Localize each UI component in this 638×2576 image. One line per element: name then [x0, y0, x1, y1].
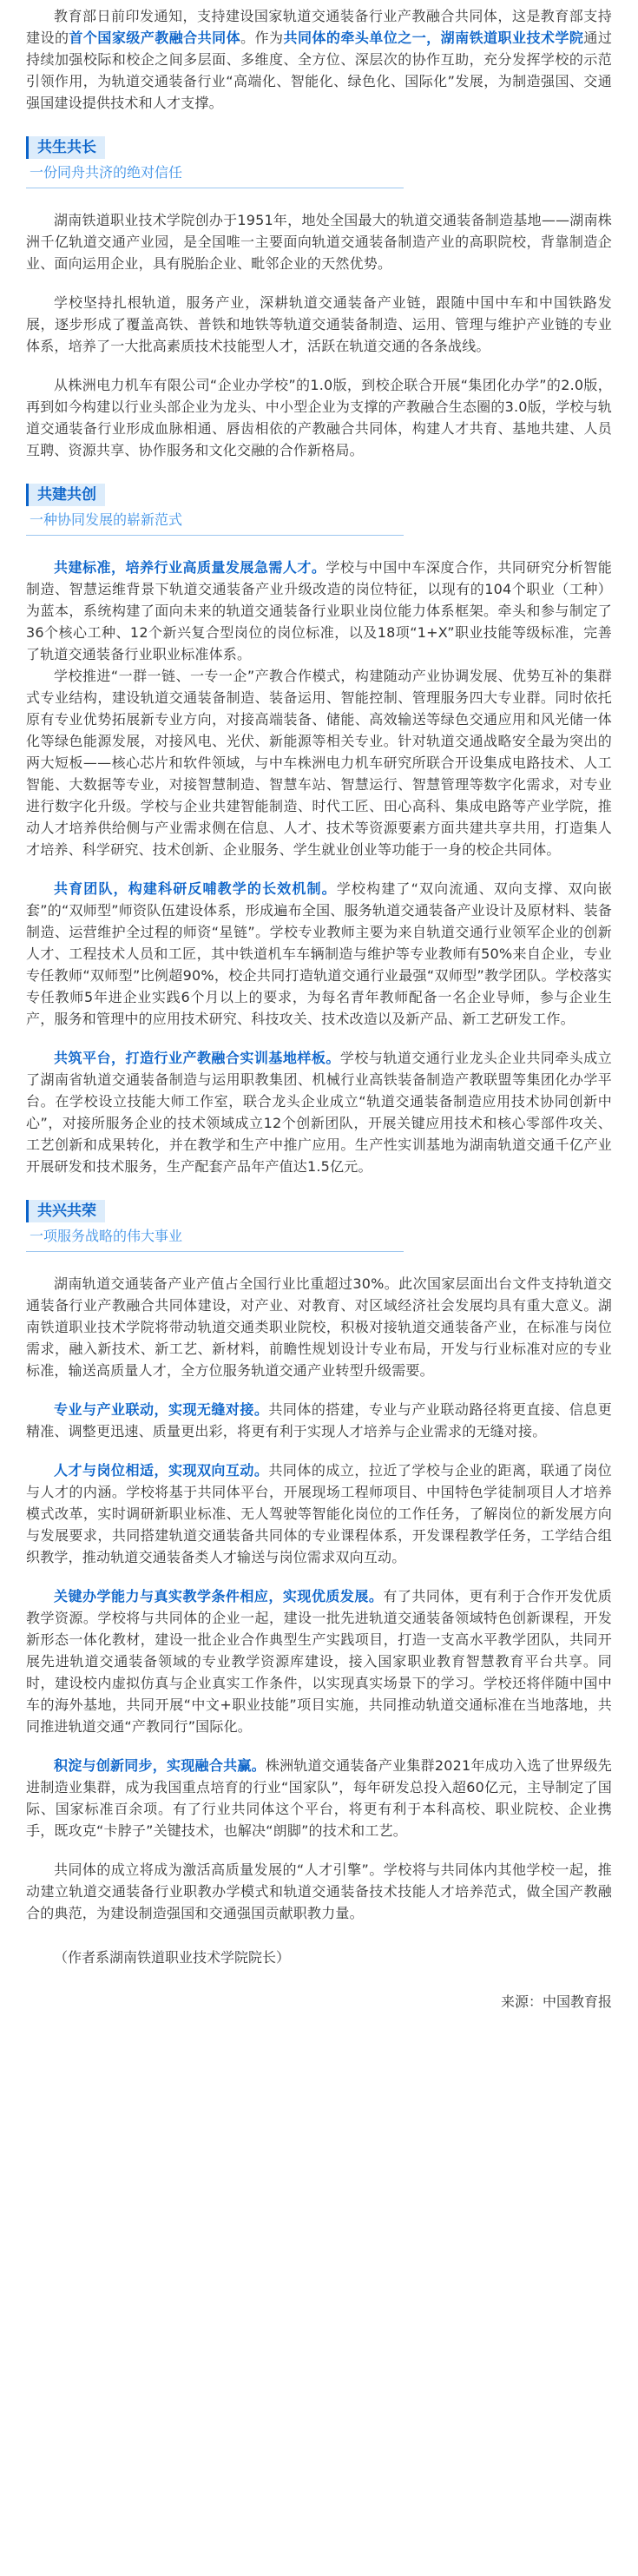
section2-body-4: 学校与轨道交通行业龙头企业共同牵头成立了湖南省轨道交通装备制造与运用职教集团、机械行业高铁装备制造产教联盟等集团化办学平台。在学校设立技能大师工作室，联合龙头企业成立“轨道交通装备制造应用技术协同创新中心”，对接所服务企业的技术领域成立12个创新团队，开展关键应用技术和核心零部件攻关、工艺创新和成果转化，并在教学和生产中推广应用。生产性实训基地为湖南轨道交通千亿产业开展研发和技术服务，生产配套产品年产值达1.5亿元。: [26, 1050, 612, 1175]
section3-body-5: 株洲轨道交通装备产业集群2021年成功入选了世界级先进制造业集群，成为我国重点培育的行业“国家队”，每年研发总投入超60亿元，主导制定了国际、国家标准百余项。有了行业共同体这个平台，将更有利于本科高校、职业院校、企业携手，既攻克“卡脖子”关键技术，也解决“朗脚”的技术和工艺。: [26, 1757, 612, 1839]
section3-lead-4: 关键办学能力与真实教学条件相应，实现优质发展。: [54, 1588, 384, 1604]
section-subtitle-1: 一份同舟共济的绝对信任: [30, 164, 183, 181]
section-divider-2: [26, 535, 404, 536]
section2-paragraph-2: 学校推进“一群一链、一专一企”产教合作模式，构建随动产业协调发展、优势互补的集群式专业结构，建设轨道交通装备制造、装备运用、智能控制、管理服务四大专业群。同时依托原有专业优势拓展新专业方向，对接高端装备、储能、高效输送等绿色交通应用和风光储一体化等绿色能源发展，对接风电、光伏、新能源等相关专业。针对轨道交通战略安全最为突出的两大短板——核心芯片和软件领域，与中车株洲电力机车研究所联合开设集成电路技术、人工智能、大数据等专业，对接智慧制造、智慧车站、智慧运行、智慧管理等数字化需求，对专业进行数字化升级。学校与企业共建智能制造、时代工匠、田心高科、集成电路等产业学院，推动人才培养供给侧与产业需求侧在信息、人才、技术等资源要素方面共建共享共用，打造集人才培养、科学研究、技术创新、企业服务、学生就业创业等功能于一身的校企共同体。: [26, 668, 612, 858]
author-note: （作者系湖南铁道职业技术学院院长）: [54, 1949, 291, 1966]
section3-paragraph-3: [26, 1459, 612, 1568]
section-title-3: 共兴共荣: [26, 1200, 105, 1222]
source-credit: 来源：中国教育报: [500, 1993, 612, 2010]
section3-lead-2: 专业与产业联动，实现无缝对接。: [54, 1401, 269, 1418]
section3-paragraph-2: [26, 1399, 612, 1442]
section1-paragraph-1: 湖南铁道职业技术学院创办于1951年，地处全国最大的轨道交通装备制造基地——湖南株洲千亿轨道交通产业园，是全国唯一主要面向轨道交通装备制造产业的高职院校，背靠制造企业、面向运用企业，具有脱胎企业、毗邻企业的天然优势。: [26, 212, 612, 272]
section2-body-3: 学校构建了“双向流通、双向支撑、双向嵌套”的“双师型”师资队伍建设体系，形成遍布全国、服务轨道交通装备产业设计及原材料、装备制造、运营维护全过程的师资“星链”。学校专业教师主要为来自轨道交通行业领军企业的创新人才、工程技术人员和工匠，其中铁道机车车辆制造与维护等专业教师有50%来自企业，专业专任教师“双师型”比例超90%，校企共同打造轨道交通行业最强“双师型”教学团队。学校落实专任教师5年进企业实践6个月以上的要求，为每名青年教师配备一名企业导师，参与企业生产，服务和管理中的应用技术研究、科技攻关、技术改造以及新产品、新工艺研发工作。: [26, 880, 612, 1027]
section3-lead-3: 人才与岗位相适，实现双向互动。: [54, 1462, 269, 1479]
section-header-2: [26, 484, 612, 530]
section3-paragraph-5: [26, 1755, 612, 1841]
section-subtitle-2: 一种协同发展的崭新范式: [30, 511, 183, 528]
intro-text-1: 教育部日前印发通知，支持建设国家轨道交通装备行业产教融合共同体，这是教育部支持建设的: [26, 8, 612, 46]
section2-lead-4: 共筑平台，打造行业产教融合实训基地样板。: [54, 1050, 340, 1066]
section2-paragraph-1: [26, 557, 612, 665]
section2-lead-3: 共育团队，构建科研反哺教学的长效机制。: [54, 880, 337, 897]
section-header-1: [26, 136, 612, 183]
intro-text-2: 。作为: [240, 30, 284, 46]
section2-lead-1: 共建标准，培养行业高质量发展急需人才。: [54, 559, 326, 576]
section-header-3: [26, 1200, 612, 1247]
section2-paragraph-4: [26, 1047, 612, 1177]
section3-lead-5: 积淀与创新同步，实现融合共赢。: [54, 1757, 266, 1774]
intro-text-3: 通过持续加强校际和校企之间多层面、多维度、全方位、深层次的协作互助，充分发挥学校的示范引领作用，为轨道交通装备行业“高端化、智能化、绿色化、国际化”发展，为制造强国、交通强国建设提供技术和人才支撑。: [26, 30, 613, 111]
section3-paragraph-6: 共同体的成立将成为激活高质量发展的“人才引擎”。学校将与共同体内其他学校一起，推动建立轨道交通装备行业职教办学模式和轨道交通装备技术技能人才培养范式，做全国产教融合的典范，为建设制造强国和交通强国贡献职教力量。: [26, 1861, 612, 1921]
section3-body-3: 共同体的成立，拉近了学校与企业的距离，联通了岗位与人才的内涵。学校将基于共同体平台，开展现场工程师项目、中国特色学徒制项目人才培养模式改革，实时调研新职业标准、无人驾驶等智能化岗位的工作任务，了解岗位的新发展方向与发展要求，共同搭建轨道交通装备共同体的专业课程体系，开发课程教学任务，工学结合组织教学，推动轨道交通装备类人才输送与岗位需求双向互动。: [26, 1462, 612, 1565]
section3-body-4: 有了共同体，更有利于合作开发优质教学资源。学校将与共同体的企业一起，建设一批先进轨道交通装备领域特色创新课程，开发新形态一体化教材，建设一批企业合作典型生产实践项目，打造一支高水平教学团队，共同开展先进轨道交通装备领域的专业教学资源库建设，接入国家职业教育智慧教育平台共享。同时，建设校内虚拟仿真与企业真实工作条件，以实现真实场景下的学习。学校还将伴随中国中车的海外基地，共同开展“中文+职业技能”项目实施，共同推动轨道交通标准在当地落地，共同推进轨道交通“产教同行”国际化。: [26, 1588, 612, 1735]
intro-paragraph: [26, 5, 612, 114]
section-subtitle-3: 一项服务战略的伟大事业: [30, 1228, 183, 1244]
section-title-1: 共生共长: [26, 136, 105, 159]
section2-body-1: 学校与中国中车深度合作，共同研究分析智能制造、智慧运维背景下轨道交通装备产业升级改造的岗位特征，以现有的104个职业（工种）为蓝本，系统构建了面向未来的轨道交通装备行业职业岗位能力体系框架。牵头和参与制定了36个核心工种、12个新兴复合型岗位的岗位标准，以及18项“1+X”职业技能等级标准，完善了轨道交通装备行业职业标准体系。: [26, 559, 612, 662]
section1-paragraph-2: 学校坚持扎根轨道，服务产业，深耕轨道交通装备产业链，跟随中国中车和中国铁路发展，逐步形成了覆盖高铁、普铁和地铁等轨道交通装备制造、运用、管理与维护产业链的专业体系，培养了一大批高素质技术技能型人才，活跃在轨道交通的各条战线。: [26, 294, 612, 354]
section3-paragraph-1: 湖南轨道交通装备产业产值占全国行业比重超过30%。此次国家层面出台文件支持轨道交通装备行业产教融合共同体建设，对产业、对教育、对区域经济社会发展均具有重大意义。湖南铁道职业技术学院将带动轨道交通类职业院校，积极对接轨道交通装备产业，在标准与岗位需求，融入新技术、新工艺、新材料，前瞻性规划设计专业布局，开发与行业标准对应的专业标准，输送高质量人才，全方位服务轨道交通产业转型升级需要。: [26, 1275, 612, 1379]
section3-body-2: 共同体的搭建，专业与产业联动路径将更直接、信息更精准、调整更迅速、质量更出彩，将更有利于实现人才培养与企业需求的无缝对接。: [26, 1401, 612, 1440]
section2-paragraph-3: [26, 878, 612, 1030]
section3-paragraph-4: [26, 1585, 612, 1737]
section1-paragraph-3: 从株洲电力机车有限公司“企业办学校”的1.0版，到校企联合开展“集团化办学”的2.0版，再到如今构建以行业头部企业为龙头、中小型企业为支撑的产教融合生态圈的3.0版，学校与轨道交通装备行业形成血脉相通、唇齿相依的产教融合共同体，构建人才共育、基地共建、人员互聘、资源共享、协作服务和文化交融的合作新格局。: [26, 377, 612, 458]
intro-highlight-1: 首个国家级产教融合共同体: [69, 30, 241, 46]
section-divider-3: [26, 1251, 404, 1252]
intro-highlight-2: 共同体的牵头单位之一，湖南铁道职业技术学院: [283, 30, 584, 46]
section-title-2: 共建共创: [26, 484, 105, 506]
